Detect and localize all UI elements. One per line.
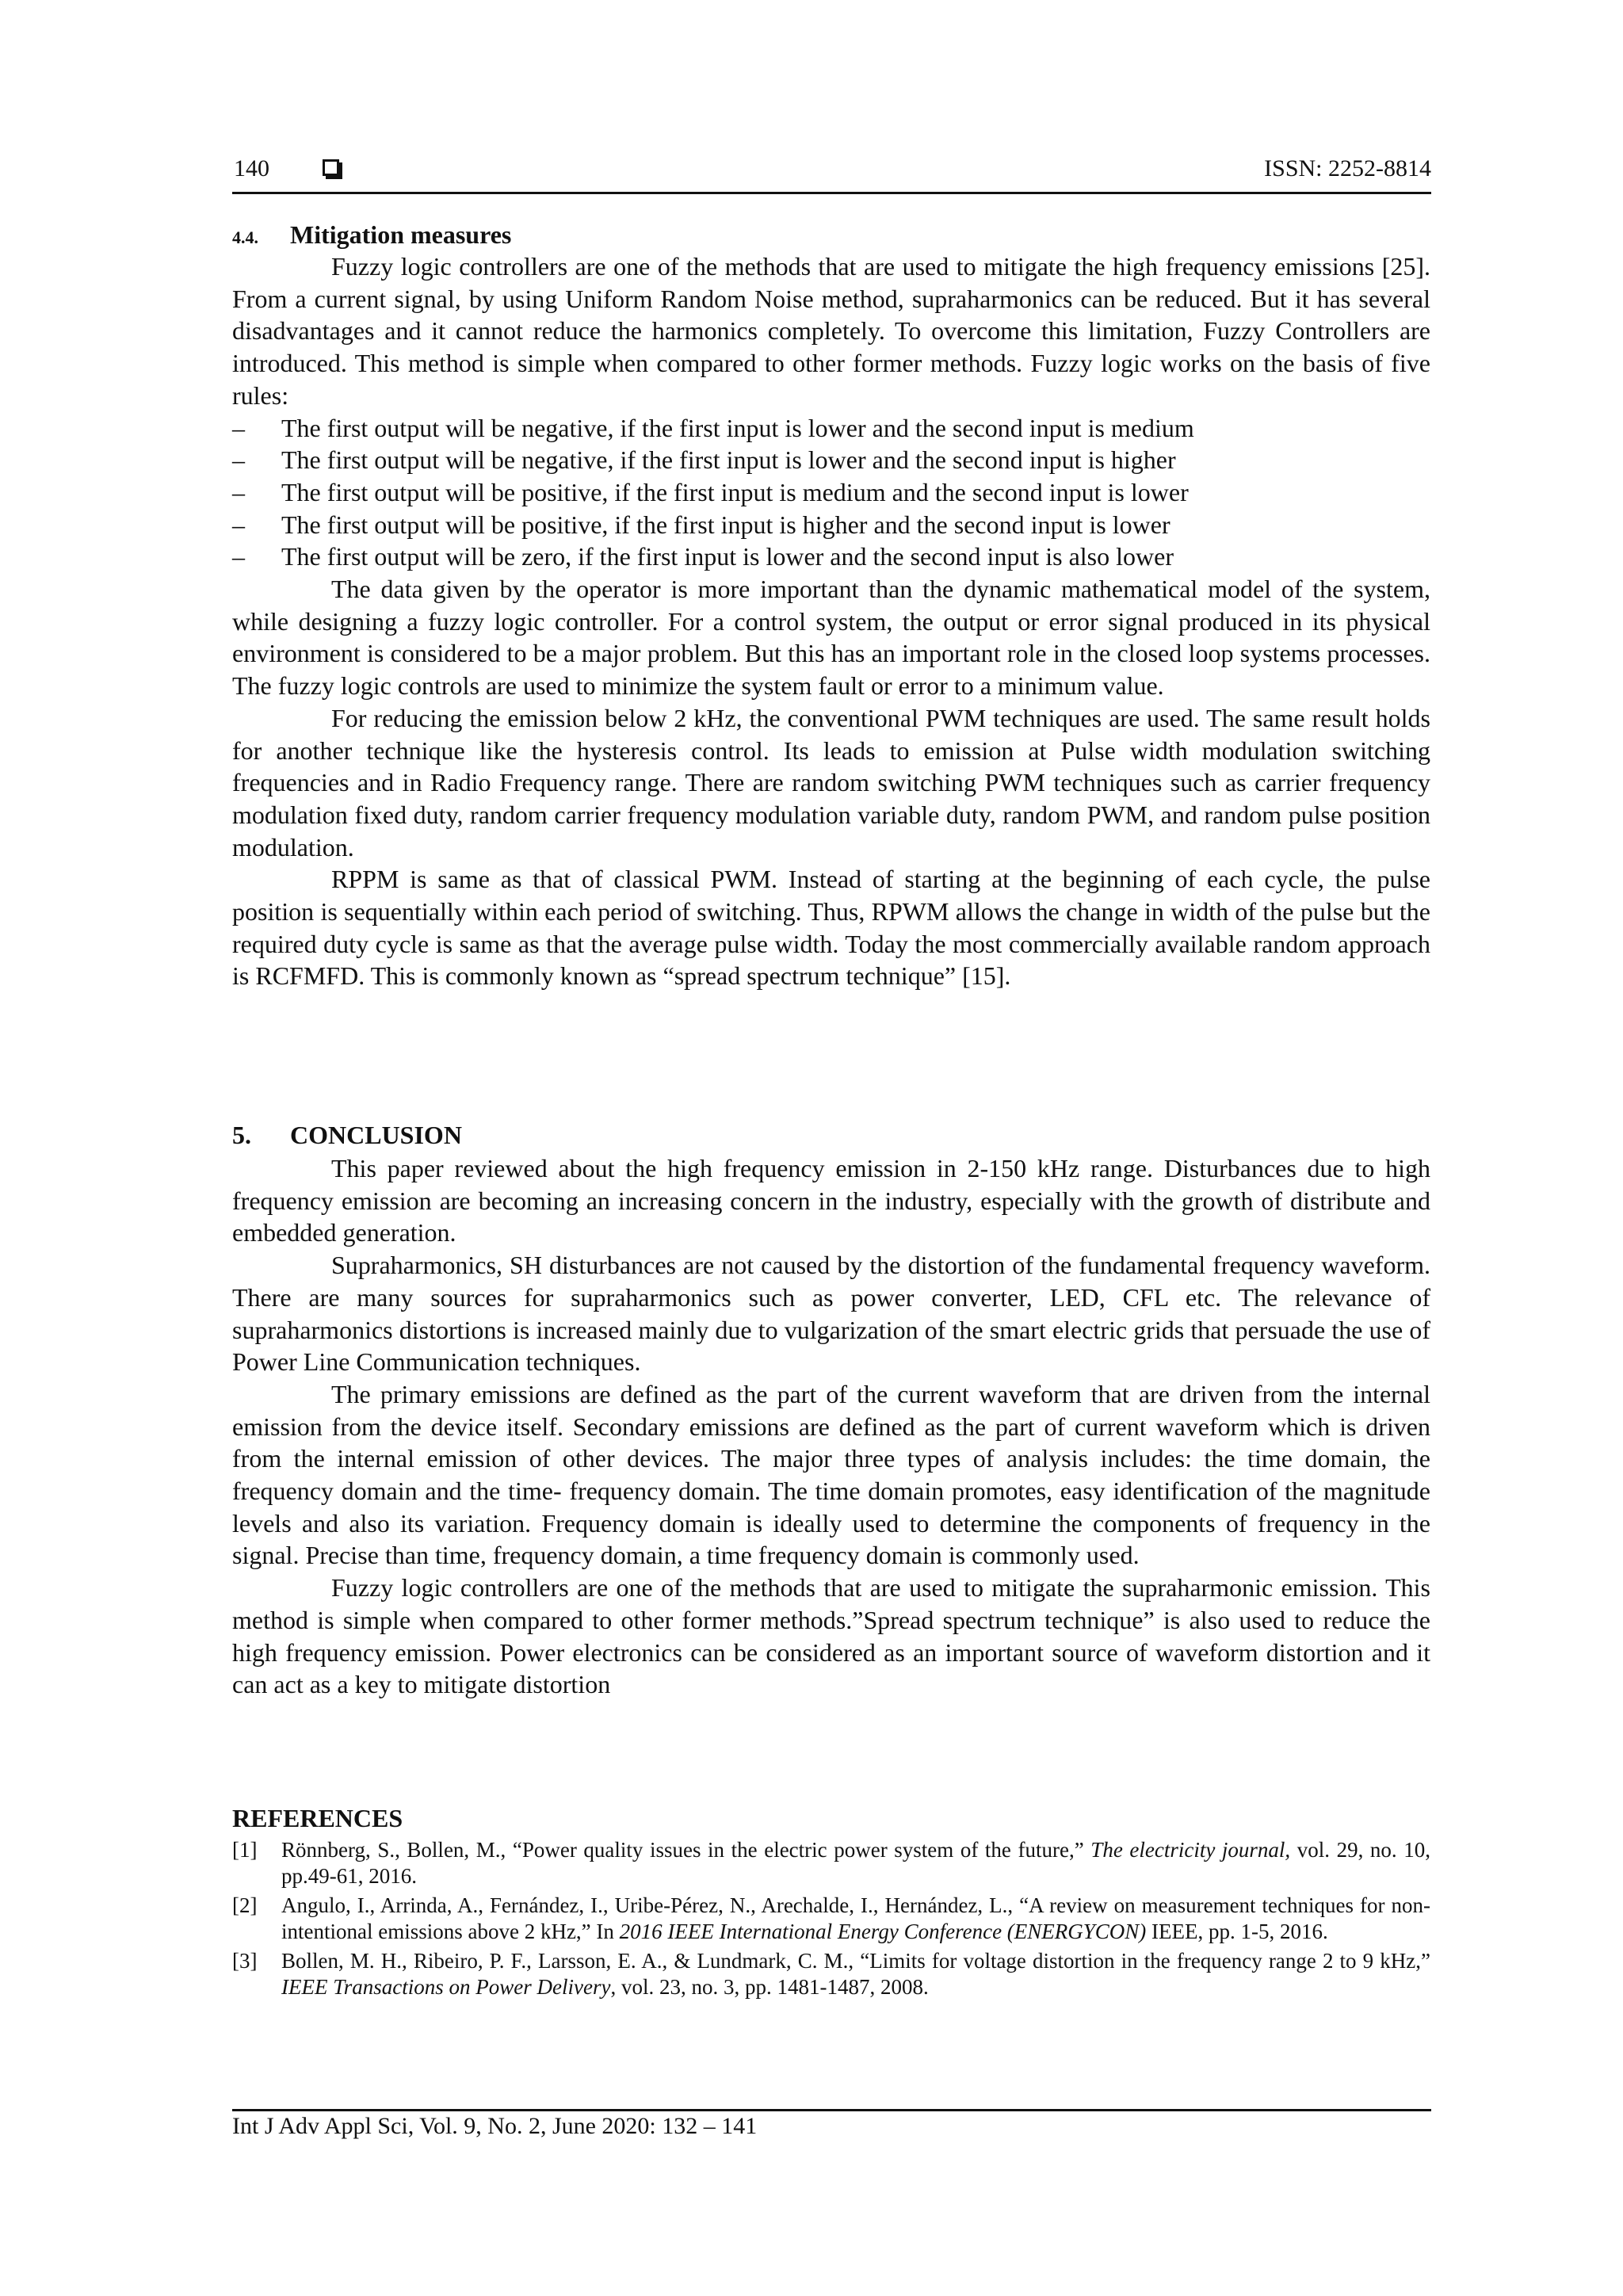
dash-icon: – (232, 413, 245, 442)
dash-icon: – (232, 510, 245, 539)
box-bullet-icon (323, 159, 339, 176)
list-item: – The first output will be positive, if the first input is higher and the second input is lower (232, 509, 1430, 541)
reference-number: [2] (232, 1893, 258, 1917)
list-item: – The first output will be positive, if the first input is medium and the second input is lower (232, 476, 1430, 509)
paragraph: Fuzzy logic controllers are one of the methods that are used to mitigate the supraharmonic emission. This method is simple when compared to other former methods.”Spread spectrum technique” is also used to reduce the high frequency emission. Power electronics can be considered as an important source of waveform distortion and it can act as a key to mitigate distortion (232, 1573, 1430, 1699)
rules-list (232, 412, 1430, 574)
subsection-number: 4.4. (232, 227, 258, 247)
subsection-heading (232, 219, 511, 254)
reference-number: [3] (232, 1949, 258, 1973)
section-number: 5. (232, 1121, 251, 1149)
paragraph: Supraharmonics, SH disturbances are not caused by the distortion of the fundamental frequency waveform. There are many sources for supraharmonics such as power converter, LED, CFL etc. The relevance of supraharmonics distortions is increased mainly due to vulgarization of the smart electric grids that persuade the use of Power Line Communication techniques. (232, 1251, 1430, 1377)
list-item: – The first output will be negative, if the first input is lower and the second input is higher (232, 444, 1430, 476)
reference-number: [1] (232, 1838, 258, 1862)
references-heading: REFERENCES (232, 1804, 403, 1832)
list-item: – The first output will be zero, if the first input is lower and the second input is also lower (232, 541, 1430, 573)
header-rule (232, 192, 1431, 194)
subsection-title: Mitigation measures (290, 220, 512, 249)
conclusion-body (232, 1152, 1430, 1701)
subsection-body (232, 250, 1430, 992)
paragraph: Fuzzy logic controllers are one of the methods that are used to mitigate the high frequency emissions [25]. From a current signal, by using Uniform Random Noise method, supraharmonics can be reduced. But it has several disadvantages and it cannot reduce the harmonics completely. To overcome this limitation, Fuzzy Controllers are introduced. This method is simple when compared to other former methods. Fuzzy logic works on the basis of five rules: (232, 252, 1430, 410)
dash-icon: – (232, 542, 245, 571)
reference-item: [3] Bollen, M. H., Ribeiro, P. F., Larsson, E. A., & Lundmark, C. M., “Limits for voltage distortion in the frequency range 2 to 9 kHz,” IEEE Transactions on Power Delivery, vol. 23, no. 3, pp. 1481-1487, 2008. (232, 1949, 1430, 1999)
paragraph: The data given by the operator is more important than the dynamic mathematical model of the system, while designing a fuzzy logic controller. For a control system, the output or error signal produced in its physical environment is considered to be a major problem. But this has an important role in the closed loop systems processes. The fuzzy logic controls are used to minimize the system fault or error to a minimum value. (232, 575, 1430, 701)
paragraph: RPPM is same as that of classical PWM. Instead of starting at the beginning of each cycle, the pulse position is sequentially within each period of switching. Thus, RPWM allows the change in width of the pulse but the required duty cycle is same as that the average pulse width. Today the most commercially available random approach is RCFMFD. This is commonly known as “spread spectrum technique” [15]. (232, 865, 1430, 991)
section-title: CONCLUSION (290, 1121, 462, 1149)
paragraph: For reducing the emission below 2 kHz, the conventional PWM techniques are used. The same result holds for another technique like the hysteresis control. Its leads to emission at Pulse width modulation switching frequencies and in Radio Frequency range. There are random switching PWM techniques such as carrier frequency modulation fixed duty, random carrier frequency modulation variable duty, random PWM, and random pulse position modulation. (232, 703, 1430, 861)
reference-item: [1] Rönnberg, S., Bollen, M., “Power quality issues in the electric power system of the future,” The electricity journal, vol. 29, no. 10, pp.49-61, 2016. (232, 1838, 1430, 1888)
page-header (232, 149, 1431, 193)
section-heading (232, 1121, 462, 1150)
paragraph: The primary emissions are defined as the part of the current waveform that are driven from the internal emission from the device itself. Secondary emissions are defined as the part of current waveform which is driven from the internal emission of other devices. The major three types of analysis includes: the time domain, the frequency domain and the time- frequency domain. The time domain promotes, easy identification of the magnitude levels and also its variation. Frequency domain is ideally used to determine the components of frequency in the signal. Precise than time, frequency domain, a time frequency domain is commonly used. (232, 1379, 1430, 1570)
issn: ISSN: 2252-8814 (1264, 155, 1431, 181)
page-footer: Int J Adv Appl Sci, Vol. 9, No. 2, June 2020: 132 – 141 (232, 2113, 758, 2139)
paragraph: This paper reviewed about the high frequency emission in 2-150 kHz range. Disturbances due to high frequency emission are becoming an increasing concern in the industry, especially with the growth of distribute and embedded generation. (232, 1154, 1430, 1247)
references-list (232, 1837, 1430, 2004)
dash-icon: – (232, 477, 245, 506)
reference-item: [2] Angulo, I., Arrinda, A., Fernández, I., Uribe-Pérez, N., Arechalde, I., Hernández, L., “A review on measurement techniques for non-intentional emissions above 2 kHz,” In 2016 IEEE International Energy Conference (ENERGYCON) IEEE, pp. 1-5, 2016. (232, 1893, 1430, 1943)
page-number: 140 (234, 155, 269, 181)
dash-icon: – (232, 445, 245, 475)
list-item: – The first output will be negative, if the first input is lower and the second input is medium (232, 412, 1430, 445)
footer-rule (232, 2109, 1431, 2111)
